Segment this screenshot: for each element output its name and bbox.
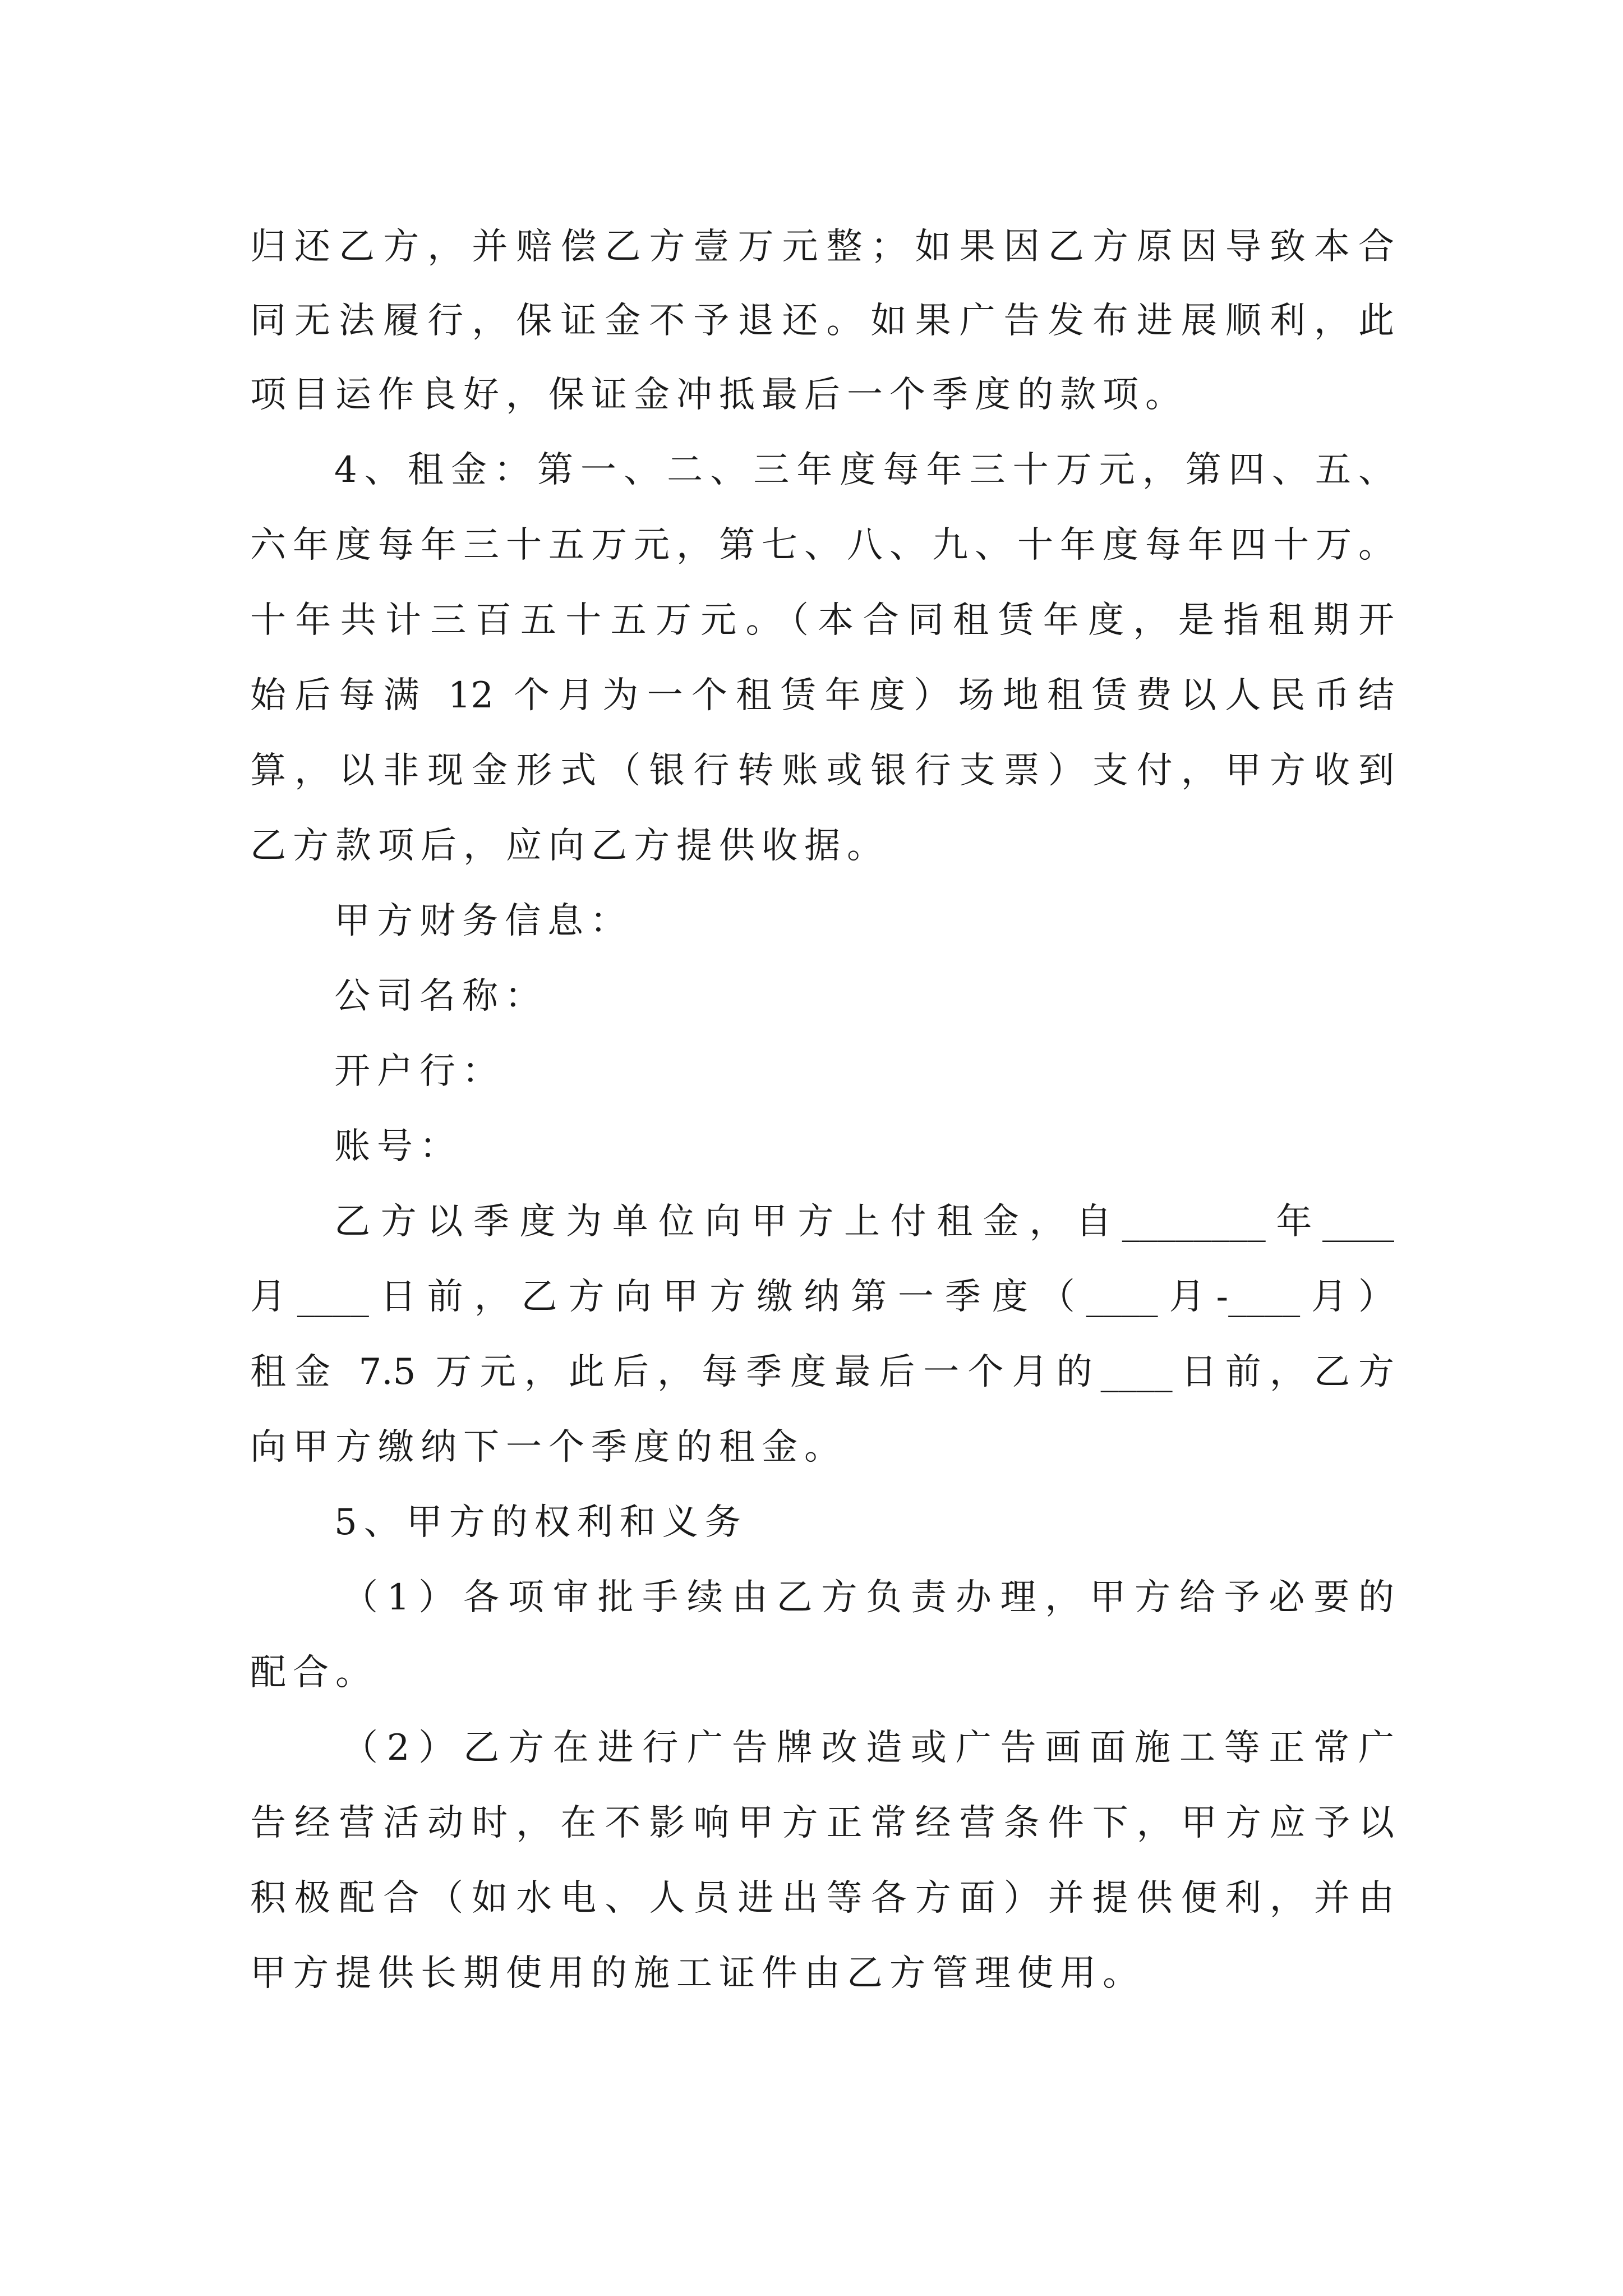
text-line: 告经营活动时，在不影响甲方正常经营条件下，甲方应予以 — [250, 1802, 1394, 1844]
text-line: 向甲方缴纳下一个季度的租金。 — [250, 1427, 847, 1468]
account-label: 账号： — [334, 1126, 462, 1167]
text-line: 算，以非现金形式（银行转账或银行支票）支付，甲方收到 — [250, 750, 1394, 792]
text-line: 积极配合（如水电、人员进出等各方面）并提供便利，并由 — [250, 1878, 1394, 1919]
text-line: 六年度每年三十五万元，第七、八、九、十年度每年四十万。 — [250, 524, 1394, 566]
text-line: 甲方提供长期使用的施工证件由乙方管理使用。 — [250, 1953, 1145, 1994]
bank-label: 开户行： — [334, 1051, 505, 1092]
finance-info-label: 甲方财务信息： — [334, 900, 633, 942]
text-line: （2）乙方在进行广告牌改造或广告画面施工等正常广 — [342, 1727, 1394, 1769]
text-line: 乙方以季度为单位向甲方上付租金，自________年____ — [334, 1201, 1394, 1243]
text-line: 租金 7.5 万元，此后，每季度最后一个月的____日前，乙方 — [250, 1351, 1394, 1393]
text-line: 乙方款项后，应向乙方提供收据。 — [250, 825, 889, 867]
text-line: 月____日前，乙方向甲方缴纳第一季度（____月-____月） — [250, 1276, 1394, 1318]
text-line: 归还乙方，并赔偿乙方壹万元整；如果因乙方原因导致本合 — [250, 226, 1394, 268]
company-name-label: 公司名称： — [334, 976, 547, 1017]
text-line: 始后每满 12 个月为一个租赁年度）场地租赁费以人民币结 — [250, 675, 1394, 716]
text-line: 同无法履行，保证金不予退还。如果广告发布进展顺利，此 — [250, 300, 1394, 342]
clause-4-heading-line: 4、租金：第一、二、三年度每年三十万元，第四、五、 — [334, 449, 1394, 491]
text-line: 项目运作良好，保证金冲抵最后一个季度的款项。 — [250, 374, 1188, 416]
text-line: 十年共计三百五十五万元。（本合同租赁年度，是指租期开 — [250, 600, 1394, 641]
text-line: 配合。 — [250, 1652, 378, 1694]
clause-5-heading: 5、甲方的权利和义务 — [334, 1502, 748, 1543]
text-line: （1）各项审批手续由乙方负责办理，甲方给予必要的 — [342, 1577, 1394, 1618]
